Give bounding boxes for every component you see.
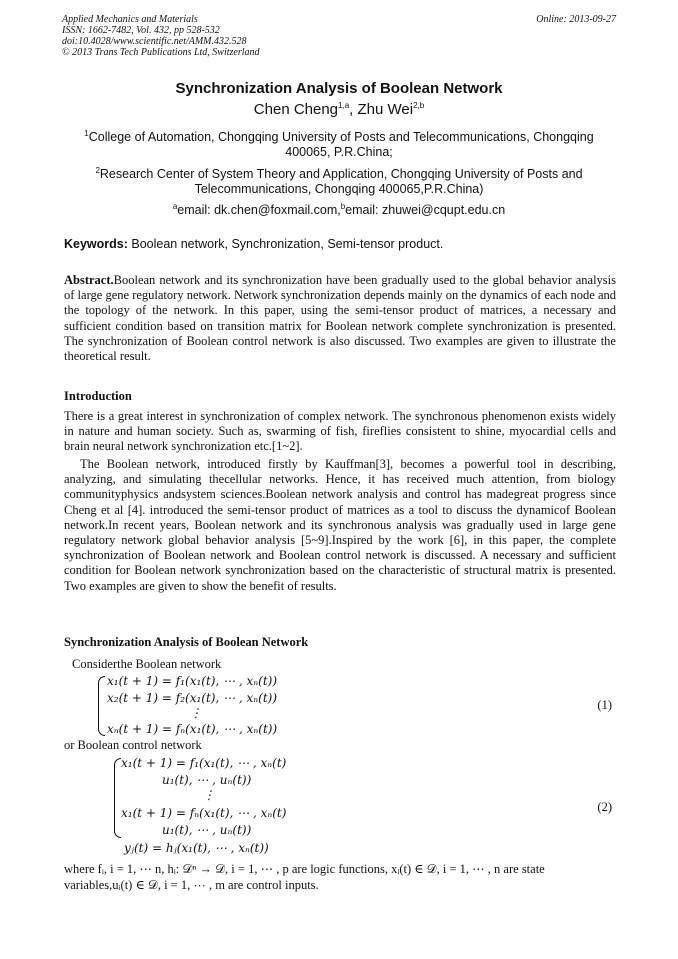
eq2-line-3: ⋮	[203, 788, 215, 802]
journal-header	[62, 14, 616, 58]
online-date: Online: 2013-09-27	[536, 14, 616, 25]
author-separator: ,	[349, 101, 358, 118]
equation-1-number: (1)	[597, 698, 612, 712]
email-a: email: dk.chen@foxmail.com,	[177, 203, 341, 217]
eq1-line-1: x₁(t + 1) = f₁(x₁(t), ⋯ , xₙ(t))	[107, 674, 278, 688]
intro-paragraph-2: The Boolean network, introduced firstly by Kauffman[3], becomes a powerful tool in describing, analyzing, and simulating thecellular networks. Hence, it has received much attention, from biology communityphysics andsystem sciences.Boolean network analysis and control has madegreat progress since Cheng et al [4]. introduced the semi-tensor product of matrices as a tool to discuss the dynamicof Boolean network.In recent years, Boolean network and its synchronous analysis was gradually used in large gene regulatory network global behavior analysis [5~9].Inspired by the work [6], in this paper, the complete synchronization of Boolean network and Boolean control network is discussed. A necessary and sufficient condition for Boolean network synchronization based on the characteristic of structural matrix is presented. Two examples are given to show the benefit of results.	[64, 457, 616, 593]
equation-2-brace	[114, 758, 121, 838]
aff1-text: College of Automation, Chongqing University of Posts and Telecommunications, Chongqing 400065, P.R.China;	[88, 130, 594, 159]
equation-1-brace	[98, 676, 105, 736]
eq1-line-4: xₙ(t + 1) = fₙ(x₁(t), ⋯ , xₙ(t))	[107, 722, 278, 736]
issn-line: ISSN: 1662-7482, Vol. 432, pp 528-532	[62, 25, 220, 36]
aff1-sup: 1	[84, 128, 89, 138]
affiliation-2	[62, 167, 616, 197]
author-line	[0, 101, 678, 118]
where-line-2: variables,uᵢ(t) ∈ 𝒟, i = 1, ⋯ , m are control inputs.	[64, 878, 319, 892]
email-b-sup: b	[340, 201, 346, 211]
eq2-line-6: yⱼ(t) = hⱼ(x₁(t), ⋯ , xₙ(t))	[124, 841, 269, 855]
email-line	[62, 203, 616, 218]
aff2-text: Research Center of System Theory and Application, Chongqing University of Posts and Telecommunications, Chongqing 400065,P.R.China)	[99, 167, 583, 196]
where-line-1: where fᵢ, i = 1, ⋯ n, hᵢ: 𝒟ⁿ → 𝒟, i = 1, ⋯ , p are logic functions, xᵢ(t) ∈ 𝒟, i = 1, ⋯ , n are state	[64, 862, 545, 876]
email-b: email: zhuwei@cqupt.edu.cn	[345, 203, 506, 217]
author-2: Zhu Wei	[357, 101, 414, 118]
author-1: Chen Cheng	[253, 101, 339, 118]
eq2-line-2: u₁(t), ⋯ , uₙ(t))	[162, 773, 252, 787]
affiliation-1	[62, 130, 616, 160]
abstract	[64, 273, 616, 364]
eq2-line-4: x₁(t + 1) = fₙ(x₁(t), ⋯ , xₙ(t)	[121, 806, 287, 820]
eq2-line-5: u₁(t), ⋯ , uₙ(t))	[162, 823, 252, 837]
or-control-text: or Boolean control network	[64, 738, 202, 752]
consider-text: Considerthe Boolean network	[72, 657, 222, 671]
section2-heading: Synchronization Analysis of Boolean Network	[64, 635, 309, 649]
abstract-label: Abstract.	[64, 273, 114, 287]
author-1-sup: 1,a	[338, 101, 350, 110]
introduction-heading: Introduction	[64, 389, 132, 403]
copyright-line: © 2013 Trans Tech Publications Ltd, Switzerland	[62, 47, 260, 58]
author-2-sup: 2,b	[413, 101, 425, 110]
paper-title: Synchronization Analysis of Boolean Network	[175, 80, 503, 97]
journal-name: Applied Mechanics and Materials	[62, 14, 198, 25]
eq2-line-1: x₁(t + 1) = f₁(x₁(t), ⋯ , xₙ(t)	[121, 756, 287, 770]
keywords-label: Keywords:	[64, 237, 128, 251]
email-a-sup: a	[172, 201, 178, 211]
keywords	[64, 237, 616, 251]
eq1-line-3: ⋮	[190, 706, 202, 720]
eq1-line-2: x₂(t + 1) = f₂(x₁(t), ⋯ , xₙ(t))	[107, 691, 278, 705]
abstract-text: Boolean network and its synchronization have been gradually used to the global behavior analysis of large gene regulatory network. Network synchronization depends mainly on the dynamics of each node and the topology of the network. In this paper, using the semi-tensor product of matrices, a necessary and sufficient condition based on transition matrix for Boolean network complete synchronization is presented. The synchronization of Boolean control network is also discussed. Two examples are given to illustrate the theoretical result.	[64, 273, 616, 364]
doi-line: doi:10.4028/www.scientific.net/AMM.432.528	[62, 36, 247, 47]
keywords-text: Boolean network, Synchronization, Semi-tensor product.	[127, 237, 444, 251]
equation-2-number: (2)	[597, 800, 612, 814]
aff2-sup: 2	[95, 165, 100, 175]
intro-paragraph-1: There is a great interest in synchronization of complex network. The synchronous phenomenon exists widely in nature and human society. Such as, swarming of fish, fireflies consistent to shine, myocardial cells and brain neural network synchronization etc.[1~2].	[64, 409, 616, 454]
